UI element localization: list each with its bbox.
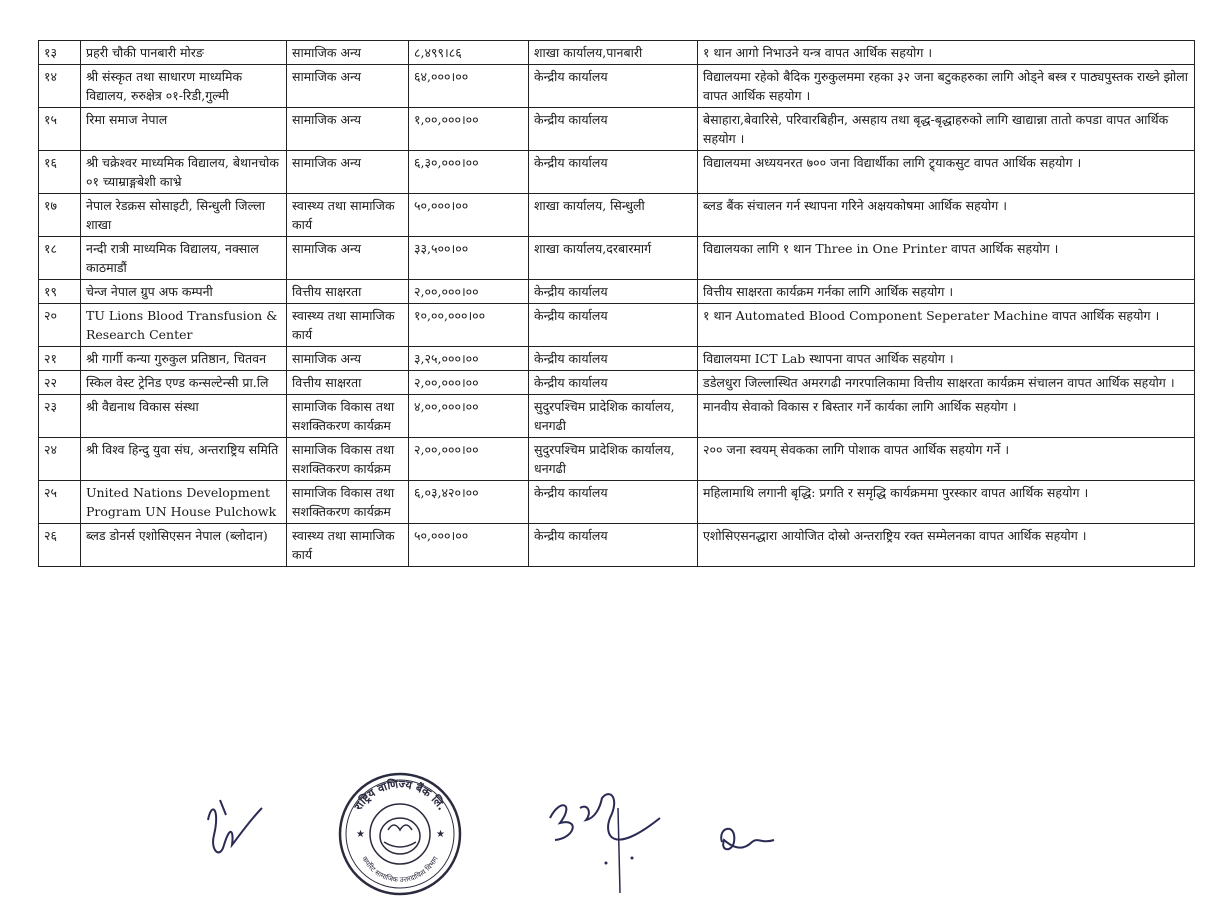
cell-organization: रिमा समाज नेपाल <box>81 108 287 151</box>
cell-office: केन्द्रीय कार्यालय <box>529 481 698 524</box>
cell-amount: ८,४९९।८६ <box>409 41 529 65</box>
cell-organization: प्रहरी चौकी पानबारी मोरङ <box>81 41 287 65</box>
cell-category: सामाजिक अन्य <box>287 151 409 194</box>
cell-office: केन्द्रीय कार्यालय <box>529 304 698 347</box>
signature-2 <box>540 778 680 898</box>
table-row <box>39 371 1195 395</box>
cell-office: शाखा कार्यालय, सिन्धुली <box>529 194 698 237</box>
cell-serial: १९ <box>39 280 81 304</box>
svg-text:कर्पोरेट सामाजिक उत्तरदायित्व: कर्पोरेट सामाजिक उत्तरदायित्व विभाग <box>360 855 440 885</box>
table-row <box>39 108 1195 151</box>
cell-office: केन्द्रीय कार्यालय <box>529 151 698 194</box>
cell-category: स्वास्थ्य तथा सामाजिक कार्य <box>287 194 409 237</box>
cell-serial: २५ <box>39 481 81 524</box>
cell-organization: श्री चक्रेश्वर माध्यमिक विद्यालय, बेथानचोक ०१ च्याम्राङ्गबेशी काभ्रे <box>81 151 287 194</box>
cell-serial: १५ <box>39 108 81 151</box>
cell-amount: ४,००,०००।०० <box>409 395 529 438</box>
cell-purpose: विद्यालयका लागि १ थान Three in One Printer वापत आर्थिक सहयोग । <box>698 237 1195 280</box>
table-row <box>39 194 1195 237</box>
csr-table <box>38 40 1195 567</box>
cell-office: केन्द्रीय कार्यालय <box>529 371 698 395</box>
svg-text:★: ★ <box>436 829 445 840</box>
cell-purpose: वित्तीय साक्षरता कार्यक्रम गर्नका लागि आर्थिक सहयोग । <box>698 280 1195 304</box>
cell-serial: १६ <box>39 151 81 194</box>
cell-serial: १३ <box>39 41 81 65</box>
cell-purpose: महिलामाथि लगानी बृद्धि: प्रगति र समृद्धि कार्यक्रममा पुरस्कार वापत आर्थिक सहयोग । <box>698 481 1195 524</box>
cell-organization: श्री वैद्यनाथ विकास संस्था <box>81 395 287 438</box>
cell-amount: १०,००,०००।०० <box>409 304 529 347</box>
cell-serial: २६ <box>39 524 81 567</box>
signature-3 <box>712 812 782 872</box>
cell-office: शाखा कार्यालय,दरबारमार्ग <box>529 237 698 280</box>
cell-purpose: विद्यालयमा ICT Lab स्थापना वापत आर्थिक सहयोग । <box>698 347 1195 371</box>
cell-serial: १४ <box>39 65 81 108</box>
cell-serial: २३ <box>39 395 81 438</box>
cell-organization: नेपाल रेडक्रस सोसाइटी, सिन्धुली जिल्ला शाखा <box>81 194 287 237</box>
cell-organization: TU Lions Blood Transfusion & Research Center <box>81 304 287 347</box>
table-row <box>39 237 1195 280</box>
cell-purpose: १ थान Automated Blood Component Seperater Machine वापत आर्थिक सहयोग । <box>698 304 1195 347</box>
cell-office: शाखा कार्यालय,पानबारी <box>529 41 698 65</box>
cell-category: वित्तीय साक्षरता <box>287 371 409 395</box>
cell-office: केन्द्रीय कार्यालय <box>529 108 698 151</box>
cell-purpose: एशोसिएसनद्धारा आयोजित दोस्रो अन्तराष्ट्रिय रक्त सम्मेलनका वापत आर्थिक सहयोग । <box>698 524 1195 567</box>
cell-organization: स्किल वेस्ट ट्रेनिड एण्ड कन्सल्टेन्सी प्रा.लि <box>81 371 287 395</box>
cell-purpose: बेसाहारा,बेवारिसे, परिवारबिहीन, असहाय तथा बृद्ध-बृद्धाहरुको लागि खाद्यान्ना तातो कपडा वापत आर्थिक सहयोग । <box>698 108 1195 151</box>
cell-amount: २,००,०००।०० <box>409 280 529 304</box>
cell-purpose: ब्लड बैंक संचालन गर्न स्थापना गरिने अक्षयकोषमा आर्थिक सहयोग । <box>698 194 1195 237</box>
cell-category: स्वास्थ्य तथा सामाजिक कार्य <box>287 524 409 567</box>
cell-amount: ६४,०००।०० <box>409 65 529 108</box>
cell-amount: ३,२५,०००।०० <box>409 347 529 371</box>
svg-text:राष्ट्रिय वाणिज्य बैंक लि.: राष्ट्रिय वाणिज्य बैंक लि. <box>351 777 449 813</box>
table-row <box>39 347 1195 371</box>
cell-category: सामाजिक अन्य <box>287 65 409 108</box>
cell-serial: २१ <box>39 347 81 371</box>
bank-stamp <box>336 770 464 898</box>
cell-purpose: १ थान आगो निभाउने यन्त्र वापत आर्थिक सहयोग । <box>698 41 1195 65</box>
table-row <box>39 151 1195 194</box>
cell-category: सामाजिक अन्य <box>287 41 409 65</box>
cell-purpose: विद्यालयमा रहेको बैदिक गुरुकुलममा रहका ३२ जना बटुकहरुका लागि ओड्ने बस्त्र र पाठ्यपुस्तक राख्ने झोला वापत आर्थिक सहयोग । <box>698 65 1195 108</box>
cell-serial: १८ <box>39 237 81 280</box>
cell-organization: ब्लड डोनर्स एशोसिएसन नेपाल (ब्लोदान) <box>81 524 287 567</box>
cell-category: सामाजिक विकास तथा सशक्तिकरण कार्यक्रम <box>287 395 409 438</box>
table-row <box>39 65 1195 108</box>
table-row <box>39 395 1195 438</box>
cell-organization: श्री संस्कृत तथा साधारण माध्यमिक विद्यालय, रुरुक्षेत्र ०१-रिडी,गुल्मी <box>81 65 287 108</box>
cell-amount: ६,३०,०००।०० <box>409 151 529 194</box>
cell-serial: १७ <box>39 194 81 237</box>
table-row <box>39 41 1195 65</box>
cell-amount: २,००,०००।०० <box>409 371 529 395</box>
cell-organization: श्री विश्व हिन्दु युवा संघ, अन्तराष्ट्रिय समिति <box>81 438 287 481</box>
table-row <box>39 280 1195 304</box>
cell-serial: २२ <box>39 371 81 395</box>
cell-amount: ५०,०००।०० <box>409 524 529 567</box>
table-row <box>39 438 1195 481</box>
cell-serial: २० <box>39 304 81 347</box>
cell-office: केन्द्रीय कार्यालय <box>529 524 698 567</box>
cell-amount: ३३,५००।०० <box>409 237 529 280</box>
cell-category: सामाजिक अन्य <box>287 347 409 371</box>
cell-office: सुदुरपश्चिम प्रादेशिक कार्यालय, धनगढी <box>529 395 698 438</box>
cell-amount: २,००,०००।०० <box>409 438 529 481</box>
cell-organization: चेन्ज नेपाल ग्रुप अफ कम्पनी <box>81 280 287 304</box>
signature-1 <box>190 790 280 870</box>
cell-organization: नन्दी रात्री माध्यमिक विद्यालय, नक्साल काठमाडौं <box>81 237 287 280</box>
cell-organization: श्री गार्गी कन्या गुरुकुल प्रतिष्ठान, चितवन <box>81 347 287 371</box>
cell-office: केन्द्रीय कार्यालय <box>529 280 698 304</box>
cell-serial: २४ <box>39 438 81 481</box>
cell-category: सामाजिक अन्य <box>287 108 409 151</box>
cell-category: वित्तीय साक्षरता <box>287 280 409 304</box>
cell-office: केन्द्रीय कार्यालय <box>529 65 698 108</box>
cell-office: केन्द्रीय कार्यालय <box>529 347 698 371</box>
cell-amount: १,००,०००।०० <box>409 108 529 151</box>
cell-category: सामाजिक विकास तथा सशक्तिकरण कार्यक्रम <box>287 438 409 481</box>
table-row <box>39 481 1195 524</box>
cell-category: स्वास्थ्य तथा सामाजिक कार्य <box>287 304 409 347</box>
cell-category: सामाजिक अन्य <box>287 237 409 280</box>
table-row <box>39 304 1195 347</box>
cell-office: सुदुरपश्चिम प्रादेशिक कार्यालय, धनगढी <box>529 438 698 481</box>
cell-purpose: डडेलधुरा जिल्लास्थित अमरगढी नगरपालिकामा वित्तीय साक्षरता कार्यक्रम संचालन वापत आर्थिक सहयोग । <box>698 371 1195 395</box>
cell-purpose: मानवीय सेवाको विकास र बिस्तार गर्ने कार्यका लागि आर्थिक सहयोग । <box>698 395 1195 438</box>
svg-text:★: ★ <box>356 829 365 840</box>
cell-purpose: २०० जना स्वयम् सेवकका लागि पोशाक वापत आर्थिक सहयोग गर्ने । <box>698 438 1195 481</box>
table-body <box>39 41 1195 567</box>
cell-organization: United Nations Development Program UN House Pulchowk <box>81 481 287 524</box>
cell-amount: ६,०३,४२०।०० <box>409 481 529 524</box>
table-row <box>39 524 1195 567</box>
cell-amount: ५०,०००।०० <box>409 194 529 237</box>
cell-purpose: विद्यालयमा अध्ययनरत ७०० जना विद्यार्थीका लागि ट्र्याकसुट वापत आर्थिक सहयोग । <box>698 151 1195 194</box>
cell-category: सामाजिक विकास तथा सशक्तिकरण कार्यक्रम <box>287 481 409 524</box>
